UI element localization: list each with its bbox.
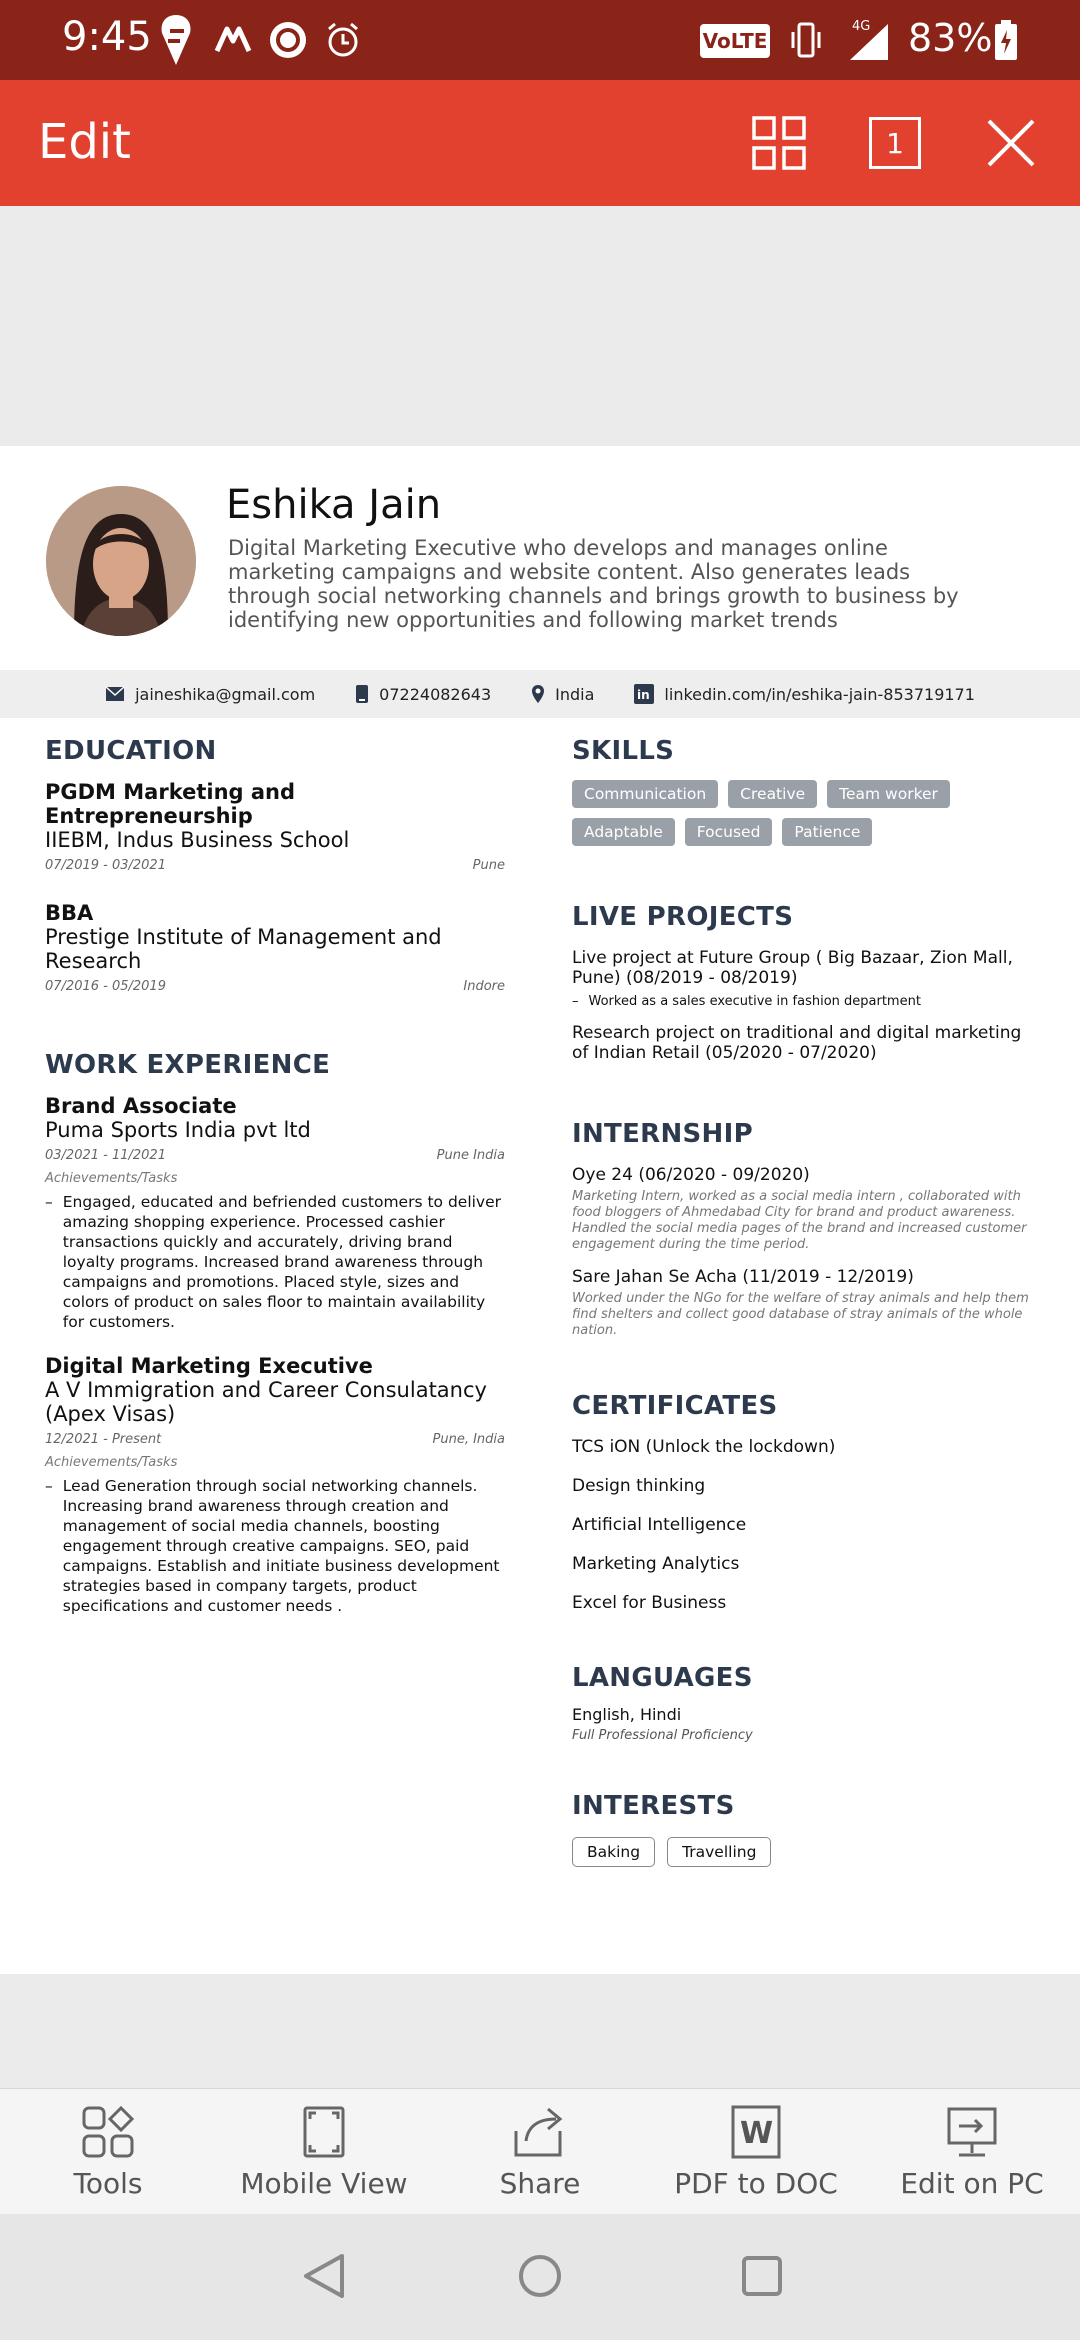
contact-bar bbox=[0, 670, 1080, 718]
interests-list bbox=[572, 1837, 1042, 1867]
job-role: Brand Associate bbox=[45, 1094, 237, 1118]
tools-icon bbox=[81, 2105, 135, 2159]
resume-name: Eshika Jain bbox=[226, 482, 442, 528]
back-button[interactable] bbox=[294, 2246, 354, 2306]
project-entry: Research project on traditional and digital marketing of Indian Retail (05/2020 - 07/2020) bbox=[572, 1023, 1022, 1063]
skill-chip: Communication bbox=[572, 780, 718, 808]
certificate-item: Excel for Business bbox=[572, 1593, 727, 1613]
interest-chip: Travelling bbox=[667, 1837, 771, 1867]
languages-value: English, Hindi bbox=[572, 1705, 682, 1724]
internship-description: Marketing Intern, worked as a social media intern , collaborated with food bloggers of Ahmedabad City for brand and product awareness. Handled the social media pages of the brand and increased customer engagement during the time period. bbox=[572, 1189, 1027, 1252]
svg-text:4G: 4G bbox=[852, 19, 871, 34]
contact-linkedin[interactable]: in linkedin.com/in/eshika-jain-853719171 bbox=[634, 684, 975, 704]
interests-heading: INTERESTS bbox=[572, 1791, 735, 1821]
record-icon bbox=[266, 12, 310, 68]
education-entry bbox=[45, 780, 505, 873]
bottom-toolbar bbox=[0, 2088, 1080, 2214]
skill-chip: Patience bbox=[782, 818, 872, 846]
achievement-bullet: – Lead Generation through social networking channels. Increasing brand awareness through creation and management of social media channels, boosting engagement through creative campaigns. SEO, paid campaigns. Establish and initiate business development strategies based in company targets, product specifications and customer needs . bbox=[45, 1477, 500, 1615]
education-heading: EDUCATION bbox=[45, 736, 217, 766]
certificate-item: Artificial Intelligence bbox=[572, 1515, 747, 1535]
home-button[interactable] bbox=[510, 2246, 570, 2306]
skills-list bbox=[572, 780, 972, 846]
system-nav-bar bbox=[0, 2214, 1080, 2340]
grid-icon bbox=[751, 115, 807, 171]
tools-button[interactable]: Tools bbox=[0, 2089, 216, 2214]
back-icon bbox=[302, 2252, 346, 2300]
degree: BBA bbox=[45, 901, 94, 925]
company: A V Immigration and Career Consulatancy (Apex Visas) bbox=[45, 1378, 487, 1426]
certificate-item: Marketing Analytics bbox=[572, 1554, 740, 1574]
svg-text:W: W bbox=[740, 2116, 774, 2151]
share-icon bbox=[512, 2105, 568, 2159]
work-meta: 12/2021 - Present Pune, India bbox=[45, 1432, 505, 1447]
school: IIEBM, Indus Business School bbox=[45, 828, 350, 852]
work-entry bbox=[45, 1094, 505, 1332]
app-notification-icon bbox=[210, 12, 256, 68]
mobile-view-icon bbox=[302, 2105, 346, 2159]
internship-name: Sare Jahan Se Acha (11/2019 - 12/2019) bbox=[572, 1267, 914, 1287]
skill-chip: Adaptable bbox=[572, 818, 675, 846]
linkedin-icon bbox=[634, 684, 654, 704]
status-time: 9:45 bbox=[62, 14, 152, 60]
achievement-bullet: – Engaged, educated and befriended customers to deliver amazing shopping experience. Processed cashier transactions quickly and accurately, driving brand loyalty programs. Increased brand awareness through campaigns and promotions. Placed style, sizes and colors of product on sales floor to maintain availability for customers. bbox=[45, 1193, 502, 1331]
education-meta: 07/2019 - 03/2021 Pune bbox=[45, 858, 505, 873]
page-number: 1 bbox=[869, 117, 921, 169]
certificate-item: TCS iON (Unlock the lockdown) bbox=[572, 1437, 836, 1457]
internship-description: Worked under the NGo for the welfare of stray animals and help them find shelters and collect good database of stray animals of the whole nation. bbox=[572, 1291, 1029, 1338]
app-bar bbox=[0, 80, 1080, 206]
skill-chip: Creative bbox=[728, 780, 817, 808]
close-icon bbox=[985, 117, 1037, 169]
grid-view-button[interactable] bbox=[746, 110, 812, 176]
battery-percent: 83% bbox=[908, 16, 993, 60]
swiggy-icon bbox=[156, 12, 196, 68]
resume-left-column bbox=[45, 736, 505, 1616]
skill-chip: Focused bbox=[685, 818, 773, 846]
recents-icon bbox=[740, 2254, 784, 2298]
word-doc-icon bbox=[731, 2105, 781, 2159]
page-title: Edit bbox=[38, 114, 131, 170]
svg-text:in: in bbox=[637, 688, 651, 702]
status-bar bbox=[0, 0, 1080, 80]
resume-right-column bbox=[572, 736, 1042, 1867]
edit-on-pc-button[interactable]: Edit on PC bbox=[864, 2089, 1080, 2214]
vibrate-icon bbox=[786, 12, 826, 68]
volte-badge: VoLTE bbox=[700, 24, 770, 58]
degree: PGDM Marketing and Entrepreneurship bbox=[45, 780, 296, 828]
resume-page[interactable] bbox=[0, 446, 1080, 1974]
work-entry bbox=[45, 1354, 505, 1616]
close-button[interactable] bbox=[978, 110, 1044, 176]
education-entry bbox=[45, 901, 505, 994]
skill-chip: Team worker bbox=[827, 780, 950, 808]
live-projects-heading: LIVE PROJECTS bbox=[572, 902, 794, 932]
achievements-label: Achievements/Tasks bbox=[45, 1171, 178, 1186]
internship-heading: INTERNSHIP bbox=[572, 1119, 753, 1149]
languages-heading: LANGUAGES bbox=[572, 1663, 753, 1693]
battery-charging-icon bbox=[992, 12, 1020, 68]
pdf-to-doc-button[interactable]: W PDF to DOC bbox=[648, 2089, 864, 2214]
internship-name: Oye 24 (06/2020 - 09/2020) bbox=[572, 1165, 810, 1185]
recents-button[interactable] bbox=[732, 2246, 792, 2306]
certificates-heading: CERTIFICATES bbox=[572, 1391, 778, 1421]
skills-heading: SKILLS bbox=[572, 736, 675, 766]
project-entry: Live project at Future Group ( Big Bazaar, Zion Mall, Pune) (08/2019 - 08/2019) bbox=[572, 948, 1013, 988]
mobile-view-button[interactable]: Mobile View bbox=[216, 2089, 432, 2214]
contact-email[interactable]: jaineshika@gmail.com bbox=[105, 685, 315, 704]
page-number-button[interactable] bbox=[862, 110, 928, 176]
project-bullet: – Worked as a sales executive in fashion department bbox=[572, 994, 921, 1009]
interest-chip: Baking bbox=[572, 1837, 655, 1867]
resume-summary: Digital Marketing Executive who develops and manages online marketing campaigns and website content. Also generates leads through social networking channels and brings growth to business by identifying new opportunities and following market trends bbox=[228, 536, 959, 632]
achievements-label: Achievements/Tasks bbox=[45, 1455, 178, 1470]
work-meta: 03/2021 - 11/2021 Pune India bbox=[45, 1148, 505, 1163]
location-pin-icon bbox=[531, 684, 545, 704]
share-button[interactable]: Share bbox=[432, 2089, 648, 2214]
job-role: Digital Marketing Executive bbox=[45, 1354, 373, 1378]
phone-icon bbox=[355, 684, 369, 704]
certificate-item: Design thinking bbox=[572, 1476, 706, 1496]
school: Prestige Institute of Management and Research bbox=[45, 925, 442, 973]
desktop-icon bbox=[945, 2105, 999, 2159]
email-icon bbox=[105, 686, 125, 702]
home-icon bbox=[516, 2252, 564, 2300]
language-proficiency: Full Professional Proficiency bbox=[572, 1728, 753, 1743]
contact-phone[interactable]: 07224082643 bbox=[355, 684, 491, 704]
education-meta: 07/2016 - 05/2019 Indore bbox=[45, 979, 505, 994]
company: Puma Sports India pvt ltd bbox=[45, 1118, 311, 1142]
work-experience-heading: WORK EXPERIENCE bbox=[45, 1050, 331, 1080]
alarm-icon bbox=[322, 12, 364, 68]
signal-icon bbox=[834, 12, 890, 68]
contact-location: India bbox=[531, 684, 594, 704]
profile-photo bbox=[46, 486, 196, 636]
